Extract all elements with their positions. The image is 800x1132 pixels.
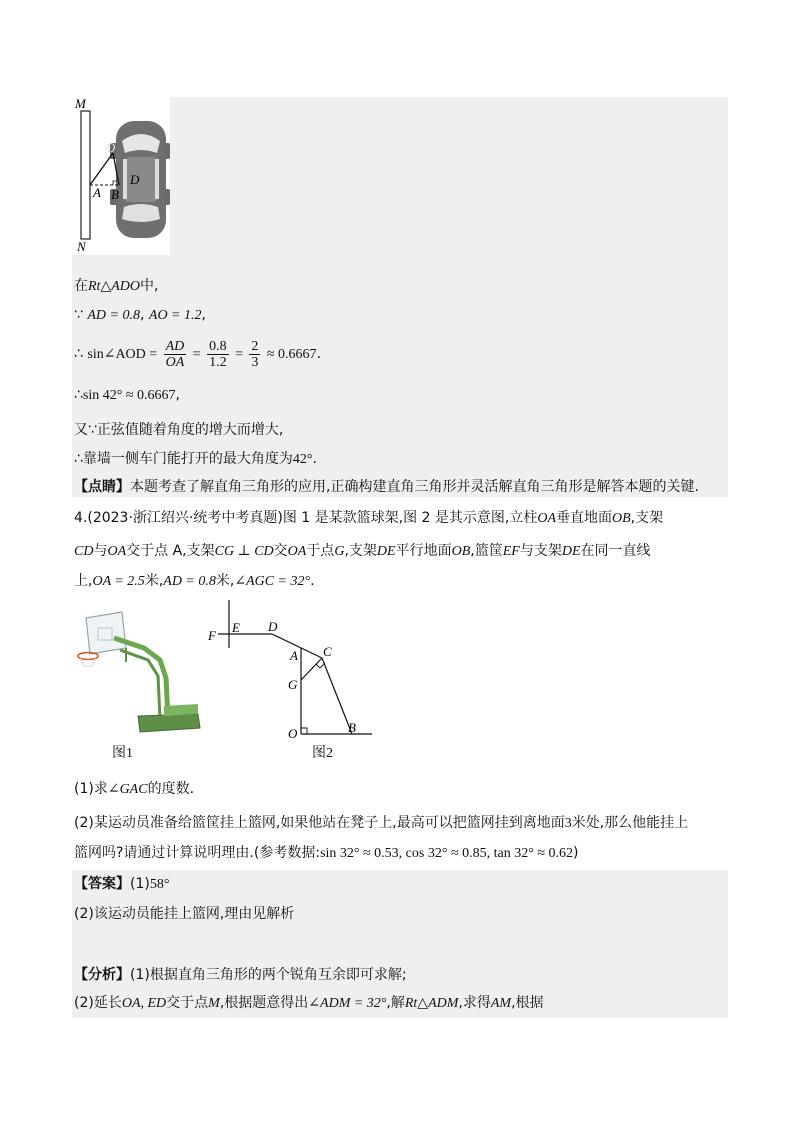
question-1: (1)求∠GAC的度数.: [74, 781, 195, 797]
answer-line-1: 【答案】(1)58°: [74, 876, 170, 892]
sol-line-5: 又∵正弦值随着角度的增大而增大,: [74, 422, 284, 438]
label-D: D: [268, 619, 278, 634]
problem-source: (2023·浙江绍兴·统考中考真题): [87, 510, 283, 526]
analysis-line-1: 【分析】(1)根据直角三角形的两个锐角互余即可求解;: [74, 967, 407, 983]
problem4-line-1: 4.(2023·浙江绍兴·统考中考真题)图 1 是某款篮球架,图 2 是其示意图,立柱OA垂直地面OB,支架: [74, 510, 664, 526]
label-A: A: [290, 648, 298, 663]
label-F: F: [208, 628, 216, 643]
basketball-stand-figure: [74, 608, 214, 738]
label-M: M: [75, 97, 86, 111]
fraction-ad-oa: $\frac{AD}{OA}$: [165, 338, 185, 370]
label-C: C: [323, 644, 332, 659]
label-D: D: [130, 172, 140, 187]
answer-line-2: (2)该运动员能挂上篮网,理由见解析: [74, 906, 295, 922]
question-2-line-1: (2)某运动员准备给篮筐挂上篮网,如果他站在凳子上,最高可以把篮网挂到离地面3米处,那么他能挂上: [74, 815, 689, 831]
analysis-tag: 【分析】: [74, 967, 130, 983]
label-B: B: [348, 720, 356, 735]
label-N: N: [77, 239, 86, 254]
fraction-2-3: $\frac{2}{3}$: [251, 338, 259, 370]
car-door-figure: [72, 97, 170, 255]
car-icon: [110, 121, 170, 238]
schematic-figure: [204, 596, 384, 746]
question-2-line-2: 篮网吗?请通过计算说明理由.(参考数据:sin 32° ≈ 0.53, cos 32° ≈ 0.85, tan 32° ≈ 0.62): [74, 845, 579, 861]
fig2-caption: 图2: [312, 746, 333, 761]
label-B: B: [111, 187, 119, 202]
wall: [81, 111, 90, 239]
label-E: E: [232, 620, 240, 635]
problem4-line-3: 上,OA = 2.5米,AD = 0.8米,∠AGC = 32°.: [74, 573, 315, 589]
comment-line: 【点睛】本题考查了解直角三角形的应用,正确构建直角三角形并灵活解直角三角形是解答本题的关键.: [74, 479, 699, 495]
fig1-caption: 图1: [112, 746, 133, 761]
problem4-line-2: CD与OA交于点 A,支架CG ⊥ CD交OA于点G,支架DE平行地面OB,篮筐EF与支架DE在同一直线: [74, 543, 651, 559]
reference-data: sin 32° ≈ 0.53, cos 32° ≈ 0.85, tan 32° ≈ 0.62: [320, 846, 574, 861]
analysis-line-2: (2)延长OA, ED交于点M,根据题意得出∠ADM = 32°,解Rt△ADM,求得AM,根据: [74, 995, 544, 1011]
sol-line-6: ∴靠墙一侧车门能打开的最大角度为42°.: [74, 451, 317, 467]
sol-line-1: 在Rt△ADO中,: [74, 278, 159, 294]
answer-tag: 【答案】: [74, 876, 130, 892]
basketball-stand-icon: [78, 612, 200, 732]
sol-line-3: ∴ sin∠AOD = $\frac{AD}{OA}$ = $\frac{0.8}{1.2}$ = $\frac{2}{3}$ ≈ 0.6667.: [74, 338, 322, 370]
label-O: O: [288, 726, 298, 741]
label-G: G: [288, 677, 298, 692]
sol-line-4: ∴sin 42° ≈ 0.6667,: [74, 387, 180, 403]
sol-line-2: ∵ AD = 0.8, AO = 1.2,: [74, 307, 206, 323]
label-O: O: [106, 140, 116, 155]
fraction-08-12: $\frac{0.8}{1.2}$: [209, 338, 227, 370]
math-rt-ado: Rt△ADO: [88, 279, 140, 294]
label-A: A: [93, 185, 101, 200]
comment-tag: 【点睛】: [74, 479, 130, 495]
